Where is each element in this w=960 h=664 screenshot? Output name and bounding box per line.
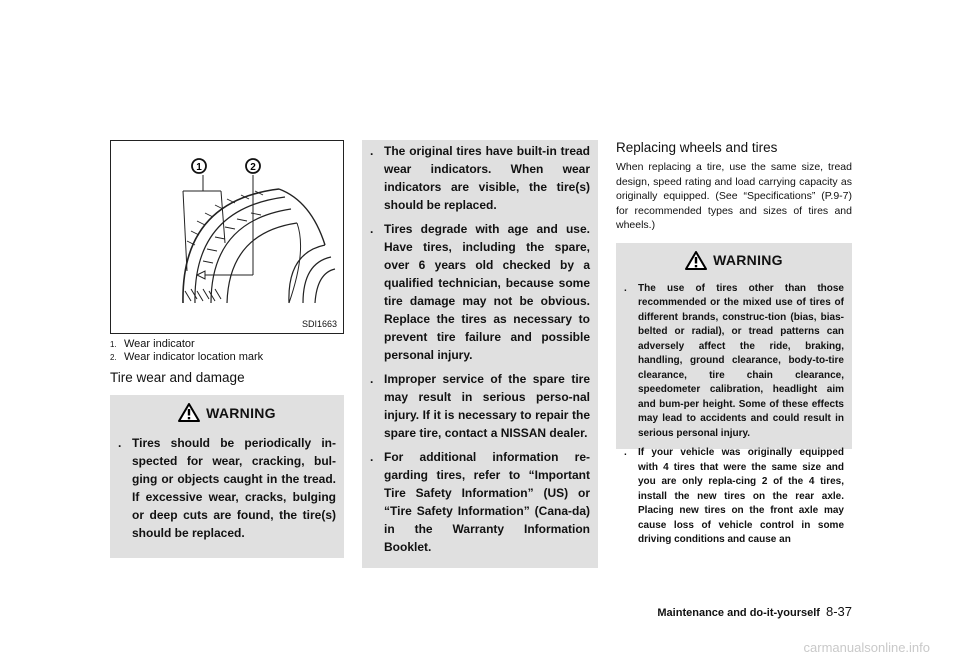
bullet-marker: . — [624, 447, 627, 458]
bullet-marker: . — [118, 436, 122, 450]
tire-illustration — [111, 141, 343, 333]
bullet-marker: . — [624, 282, 627, 294]
page-number: 8-37 — [825, 604, 852, 619]
column-right — [616, 140, 852, 545]
bullet-marker: . — [370, 372, 374, 386]
watermark-text: carmanualsonline.info — [803, 640, 930, 655]
warning-box-replacing — [616, 243, 852, 545]
warning-item-text: For additional information re-garding tires, refer to “Important Tire Safety Information” (US) or “Tire Safety Information” (Cana-da) in the Warranty Information Booklet. — [384, 450, 590, 554]
tire-wear-figure — [110, 140, 344, 334]
bullet-marker: . — [370, 144, 374, 158]
warning-box-continued — [362, 140, 598, 568]
section-heading-tire-wear: Tire wear and damage — [110, 370, 245, 385]
figure-captions — [110, 338, 344, 364]
caption-item — [110, 338, 344, 351]
warning-title: WARNING — [713, 252, 783, 268]
warning-item-text: The original tires have built-in tread wear indicators. When wear indicators are visible, the tire(s) should be replaced. — [384, 144, 590, 212]
section-heading-replacing: Replacing wheels and tires — [616, 140, 778, 155]
page-footer — [0, 604, 852, 619]
bullet-marker: . — [370, 222, 374, 236]
warning-item — [118, 434, 336, 542]
warning-title: WARNING — [206, 404, 276, 421]
warning-item — [370, 448, 590, 556]
warning-box-tire-wear — [110, 395, 344, 558]
warning-item — [624, 446, 844, 548]
footer-section-title: Maintenance and do-it-yourself — [657, 607, 820, 619]
warning-item-text: Tires degrade with age and use. Have tires, including the spare, over 6 years old checked by a qualified technician, because some tire damage may not be obvious. Replace the tires as necessary to prevent tire failure and possible personal injury. — [384, 222, 590, 362]
column-left — [110, 140, 344, 558]
warning-item-text: Improper service of the spare tire may result in serious perso-nal injury. If it is necessary to repair the spare tire, contact a NISSAN dealer. — [384, 372, 590, 440]
warning-triangle-icon — [685, 251, 707, 270]
caption-text: Wear indicator location mark — [124, 351, 264, 363]
warning-item-text: Tires should be periodically in-spected for wear, cracking, bul-ging or objects caught in the tread. If excessive wear, cracks, bulging or deep cuts are found, the tire(s) should be replaced. — [132, 436, 336, 540]
warning-header — [624, 251, 844, 270]
warning-header — [118, 403, 336, 422]
caption-number: 2. — [110, 353, 117, 362]
bullet-marker: . — [370, 450, 374, 464]
warning-item — [370, 142, 590, 214]
replacing-intro-paragraph: When replacing a tire, use the same size, tread design, speed rating and load carrying capacity as originally equipped. (See “Specifications” (P.9-7) for recommended types and sizes of tires and wheels.) — [616, 161, 852, 231]
column-middle — [362, 140, 598, 568]
warning-item — [370, 370, 590, 442]
caption-item — [110, 351, 344, 364]
warning-item — [370, 220, 590, 364]
caption-text: Wear indicator — [124, 338, 195, 350]
warning-triangle-icon — [178, 403, 200, 422]
warning-item-text: If your vehicle was originally equipped with 4 tires that were the same size and you are only repla-cing 2 of the 4 tires, install the new tires on the rear axle. Placing new tires on the front axle may cause loss of vehicle control in some driving conditions and cause an — [638, 447, 844, 545]
warning-item — [624, 282, 844, 442]
figure-code: SDI1663 — [301, 319, 337, 329]
callout-1: 1 — [196, 162, 202, 173]
warning-item-text: The use of tires other than those recommended or the mixed use of tires of different brands, construc-tion (bias, bias-belted or radial), or tread patterns can adversely affect the ride, braking, handling, ground clearance, body-to-tire clearance, tire chain clearance, speedometer calibration, headlight aim and bum-per height. Some of these effects may lead to accidents and could result in serious personal injury. — [638, 282, 844, 439]
callout-2: 2 — [250, 162, 256, 173]
caption-number: 1. — [110, 340, 117, 349]
